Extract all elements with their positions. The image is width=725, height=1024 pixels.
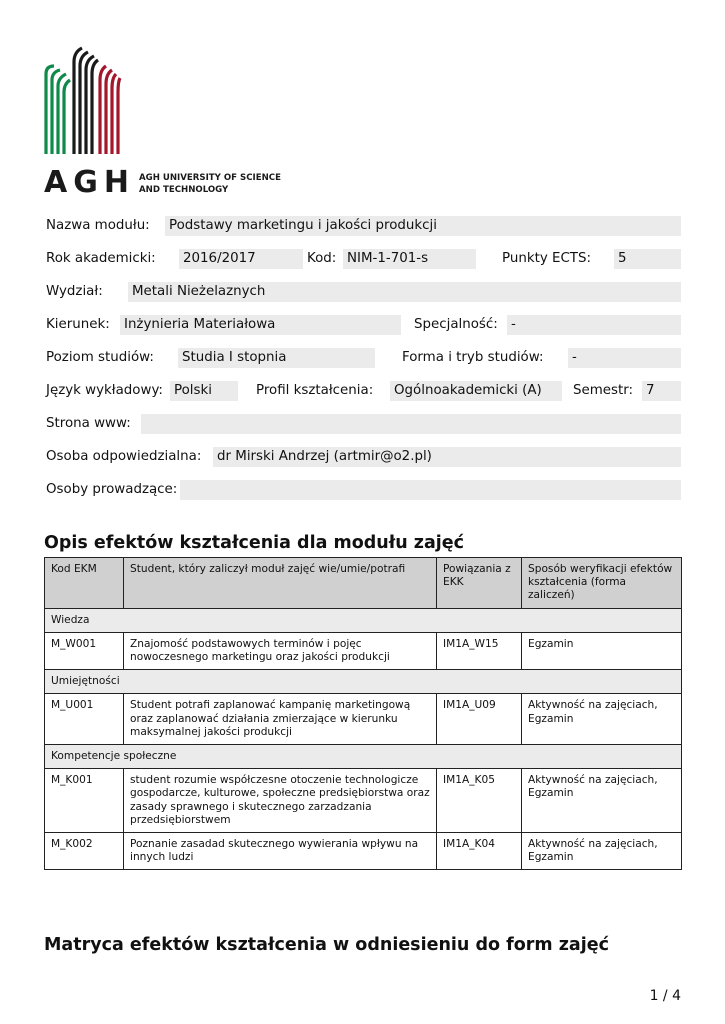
label-rok-akademicki: Rok akademicki:	[46, 251, 156, 266]
field-profil[interactable]: Ogólnoakademicki (A)	[390, 381, 562, 401]
field-rok-akademicki[interactable]: 2016/2017	[179, 249, 303, 269]
cell-verif: Aktywność na zajęciach, Egzamin	[522, 694, 682, 745]
table-header-row	[45, 558, 682, 609]
label-nazwa-modulu: Nazwa modułu:	[46, 218, 150, 233]
field-nazwa-modulu[interactable]: Podstawy marketingu i jakości produkcji	[165, 216, 681, 236]
cell-verif: Aktywność na zajęciach, Egzamin	[522, 769, 682, 833]
header-sposob-weryfikacji: Sposób weryfikacji efektów kształcenia (forma zaliczeń)	[522, 558, 682, 609]
table-row	[45, 833, 682, 870]
field-poziom-studiow[interactable]: Studia I stopnia	[178, 348, 375, 368]
table-row	[45, 769, 682, 833]
field-osoba-odpowiedzialna[interactable]: dr Mirski Andrzej (artmir@o2.pl)	[213, 447, 681, 467]
logo-letters: AGH	[44, 165, 135, 196]
field-jezyk[interactable]: Polski	[170, 381, 238, 401]
section-title-opis-efektow: Opis efektów kształcenia dla modułu zajęć	[44, 533, 465, 553]
field-kod[interactable]: NIM-1-701-s	[343, 249, 476, 269]
cell-verif: Aktywność na zajęciach, Egzamin	[522, 833, 682, 870]
field-wydzial[interactable]: Metali Nieżelaznych	[128, 282, 681, 302]
label-semestr: Semestr:	[573, 383, 634, 398]
cell-code: M_K002	[45, 833, 124, 870]
label-jezyk: Język wykładowy:	[46, 383, 163, 398]
header-kod-ekm: Kod EKM	[45, 558, 124, 609]
table-section-row	[45, 608, 682, 632]
label-osoby-prowadzace: Osoby prowadzące:	[46, 482, 178, 497]
table-row	[45, 694, 682, 745]
label-wydzial: Wydział:	[46, 284, 103, 299]
label-profil: Profil kształcenia:	[256, 383, 374, 398]
cell-code: M_U001	[45, 694, 124, 745]
header-student: Student, który zaliczył moduł zajęć wie/umie/potrafi	[124, 558, 437, 609]
label-kod: Kod:	[307, 251, 337, 266]
agh-emblem-icon	[44, 44, 284, 196]
cell-desc: student rozumie współczesne otoczenie technologicze gospodarcze, kulturowe, społeczne predsiębiorstwa oraz zasady sprawnego i skutecznego zarzadzania przedsiębiorstwem	[124, 769, 437, 833]
ekm-table	[44, 557, 682, 870]
cell-code: M_K001	[45, 769, 124, 833]
table-section-row	[45, 670, 682, 694]
cell-code: M_W001	[45, 632, 124, 669]
cell-ekk: IM1A_K04	[437, 833, 522, 870]
label-specjalnosc: Specjalność:	[414, 317, 498, 332]
cell-desc: Poznanie zasadad skutecznego wywierania wpływu na innych ludzi	[124, 833, 437, 870]
field-semestr[interactable]: 7	[642, 381, 681, 401]
label-strona-www: Strona www:	[46, 416, 131, 431]
field-punkty-ects[interactable]: 5	[614, 249, 681, 269]
page-number: 1 / 4	[649, 988, 681, 1004]
header-powiazania: Powiązania z EKK	[437, 558, 522, 609]
section-kompetencje: Kompetencje społeczne	[45, 745, 682, 769]
section-wiedza: Wiedza	[45, 608, 682, 632]
cell-ekk: IM1A_K05	[437, 769, 522, 833]
table-row	[45, 632, 682, 669]
field-forma-tryb[interactable]: -	[568, 348, 681, 368]
label-poziom-studiow: Poziom studiów:	[46, 350, 154, 365]
logo-line2: AND TECHNOLOGY	[139, 185, 229, 195]
cell-ekk: IM1A_U09	[437, 694, 522, 745]
section-title-matryca: Matryca efektów kształcenia w odniesieniu do form zajęć	[44, 935, 609, 955]
field-specjalnosc[interactable]: -	[507, 315, 681, 335]
label-forma-tryb: Forma i tryb studiów:	[402, 350, 544, 365]
section-umiejetnosci: Umiejętności	[45, 670, 682, 694]
label-osoba-odpowiedzialna: Osoba odpowiedzialna:	[46, 449, 202, 464]
cell-verif: Egzamin	[522, 632, 682, 669]
field-strona-www[interactable]	[141, 414, 681, 434]
cell-desc: Student potrafi zaplanować kampanię marketingową oraz zaplanować działania zmierzające w kierunku maksymalnej jakości produkcji	[124, 694, 437, 745]
label-punkty-ects: Punkty ECTS:	[502, 251, 592, 266]
cell-desc: Znajomość podstawowych terminów i pojęc nowoczesnego marketingu oraz jakości produkcji	[124, 632, 437, 669]
cell-ekk: IM1A_W15	[437, 632, 522, 669]
field-osoby-prowadzace[interactable]	[180, 480, 681, 500]
agh-logo	[44, 44, 284, 196]
logo-line1: AGH UNIVERSITY OF SCIENCE	[139, 173, 281, 183]
field-kierunek[interactable]: Inżynieria Materiałowa	[120, 315, 401, 335]
label-kierunek: Kierunek:	[46, 317, 110, 332]
table-section-row	[45, 745, 682, 769]
